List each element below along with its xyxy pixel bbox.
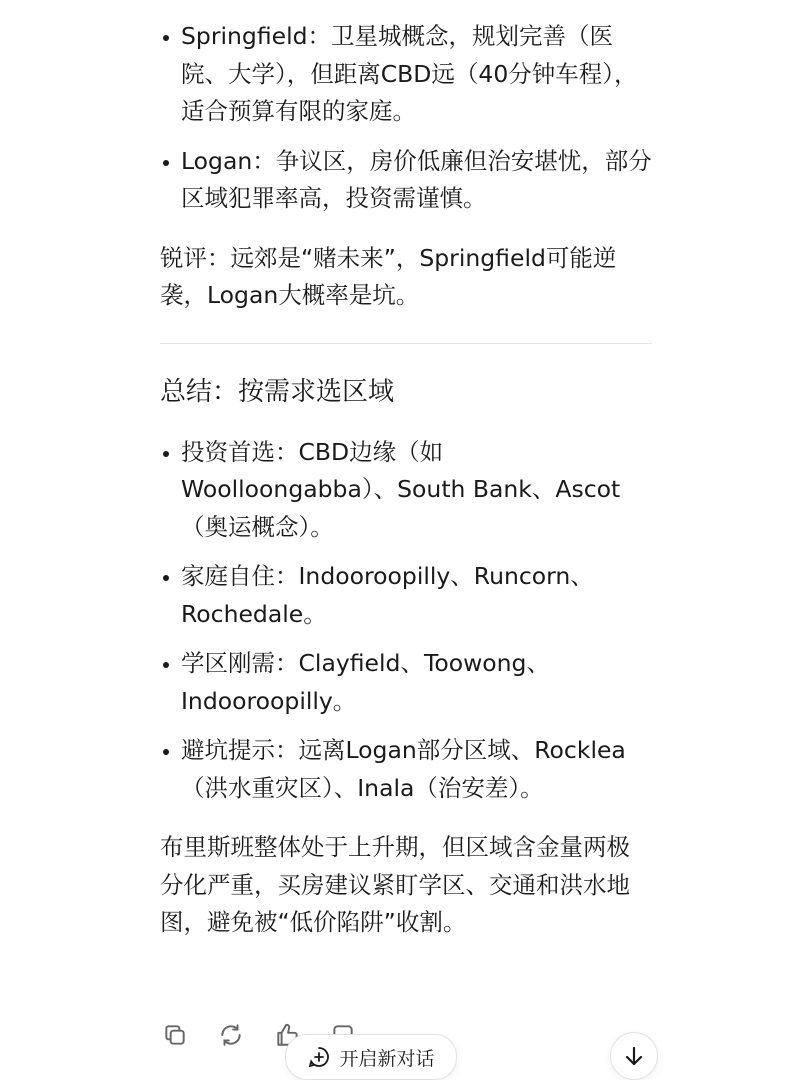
copy-icon (162, 1022, 188, 1048)
chat-message (160, 18, 652, 942)
list-item: 家庭自住：Indooroopilly、Runcorn、Rochedale。 (160, 558, 652, 633)
summary-list (160, 434, 652, 808)
list-item: 投资首选：CBD边缘（如Woolloongabba）、South Bank、Ascot（奥运概念）。 (160, 434, 652, 547)
list-item: Springfield：卫星城概念，规划完善（医院、大学），但距离CBD远（40分钟车程），适合预算有限的家庭。 (160, 18, 652, 131)
arrow-down-icon (622, 1044, 646, 1068)
closing-paragraph: 布里斯班整体处于上升期，但区域含金量两极分化严重，买房建议紧盯学区、交通和洪水地图，避免被“低价陷阱”收割。 (160, 833, 630, 936)
list-item: 学区刚需：Clayfield、Toowong、Indooroopilly。 (160, 645, 652, 720)
new-chat-label: 开启新对话 (339, 1047, 435, 1070)
plus-chat-icon (307, 1045, 331, 1069)
copy-button[interactable] (160, 1020, 190, 1050)
regenerate-button[interactable] (216, 1020, 246, 1050)
comment-paragraph: 锐评：远郊是“赌未来”，Springfield可能逆袭，Logan大概率是坑。 (160, 243, 617, 309)
list-item: Logan：争议区，房价低廉但治安堪忧，部分区域犯罪率高，投资需谨慎。 (160, 143, 652, 218)
outskirts-list (160, 18, 652, 218)
divider (160, 343, 652, 344)
scroll-to-bottom-button[interactable] (610, 1032, 658, 1080)
section-heading: 总结：按需求选区域 (160, 376, 395, 407)
new-chat-button[interactable] (285, 1034, 457, 1080)
list-item: 避坑提示：远离Logan部分区域、Rocklea（洪水重灾区）、Inala（治安差）。 (160, 732, 652, 807)
regenerate-icon (218, 1022, 244, 1048)
